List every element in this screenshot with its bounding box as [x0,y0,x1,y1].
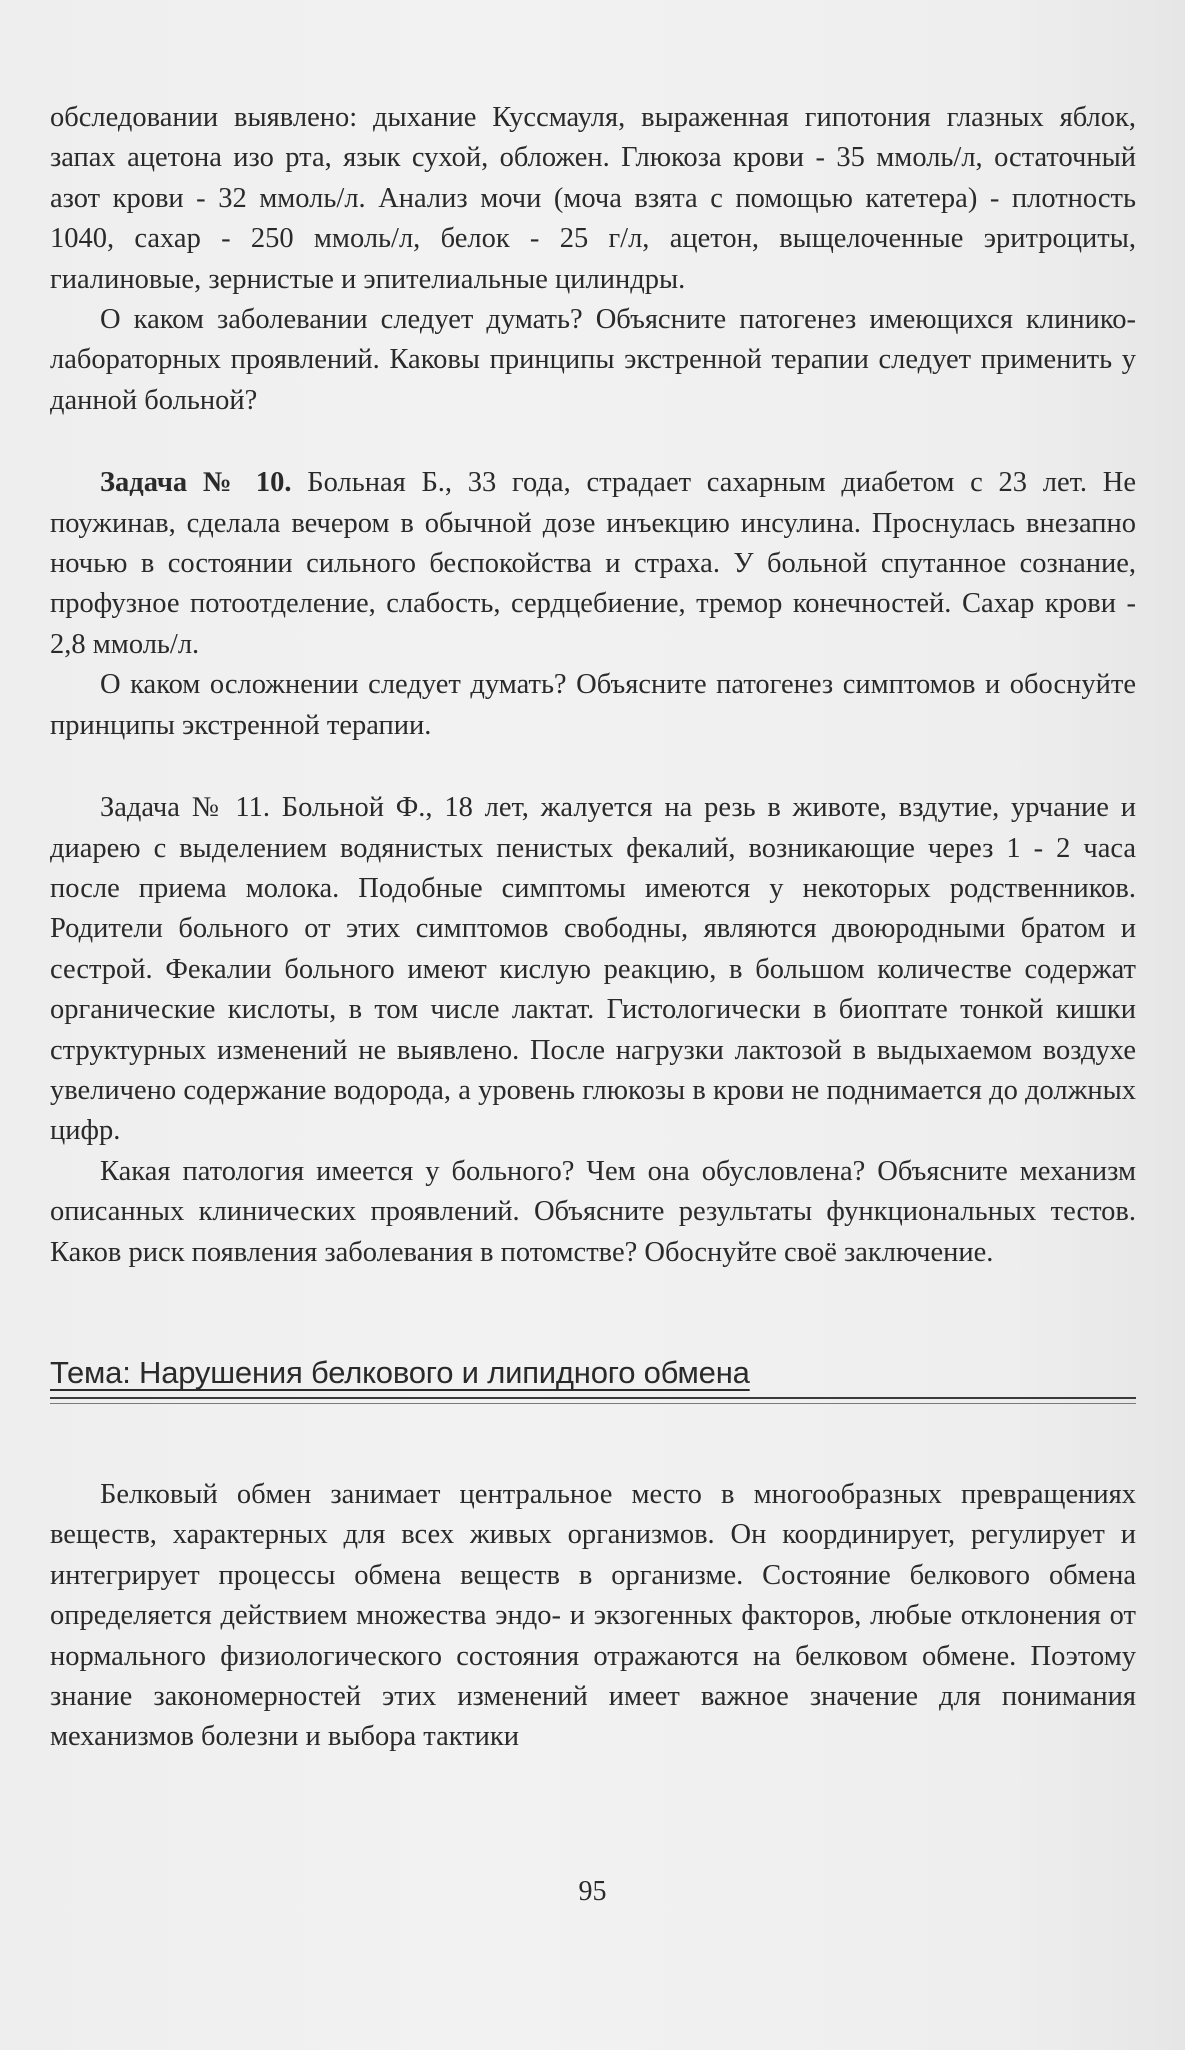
task-11-text: Больной Ф., 18 лет, жалуется на резь в животе, вздутие, урчание и диарею с выделением водянистых пенистых фекалий, возникающие через 1 - 2 часа после приема молока. Подобные симптомы имеются у некоторых родственников. Родители больного от этих симптомов свободны, являются двоюродными братом и сестрой. Фекалии больного имеют кислую реакцию, в большом количестве содержат органические кислоты, в том числе лактат. Гистологически в биоптате тонкой кишки структурных изменений не выявлено. После нагрузки лактозой в выдыхаемом воздухе увеличено содержание водорода, а уровень глюкозы в крови не поднимается до должных цифр. [50,792,1136,1147]
case9-questions: О каком заболевании следует думать? Объясните патогенез имеющихся клинико-лабораторных проявлений. Каковы принципы экстренной терапии следует применить у данной больной? [50,304,1136,416]
task-11-label: Задача № 11. [100,792,270,824]
page-number: 95 [578,1876,607,1907]
case9-continuation: обследовании выявлено: дыхание Куссмауля, выраженная гипотония глазных яблок, запах ацетона изо рта, язык сухой, обложен. Глюкоза крови - 35 ммоль/л, остаточный азот крови - 32 ммоль/л. Анализ мочи (моча взята с помощью катетера) - плотность 1040, сахар - 250 ммоль/л, белок - 25 г/л, ацетон, выщелоченные эритроциты, гиалиновые, зернистые и эпителиальные цилиндры. [50,102,1136,295]
task-11-questions: Какая патология имеется у больного? Чем она обусловлена? Объясните механизм описанных клинических проявлений. Объясните результаты функциональных тестов. Каков риск появления заболевания в потомстве? Обоснуйте своё заключение. [50,1155,1136,1268]
task-10-label: Задача № 10. [100,467,292,499]
task-10-text: Больная Б., 33 года, страдает сахарным диабетом с 23 лет. Не поужинав, сделала вечером в обычной дозе инъекцию инсулина. Проснулась внезапно ночью в состоянии сильного беспокойства и страха. У больной спутанное сознание, профузное потоотделение, слабость, сердцебиение, тремор конечностей. Сахар крови - 2,8 ммоль/л. [50,467,1137,660]
topic-rule-thin [50,1403,1136,1404]
task-11 [50,788,1136,1152]
topic-heading [50,1353,1136,1403]
page-content [50,98,1136,1758]
topic-rule [50,1397,1136,1399]
topic-intro: Белковый обмен занимает центральное место в многообразных превращениях веществ, характерных для всех живых организмов. Он координирует, регулирует и интегрирует процессы обмена веществ в организме. Состояние белкового обмена определяется действием множества эндо- и экзогенных факторов, любые отклонения от нормального физиологического состояния отражаются на белковом обмене. Поэтому знание закономерностей этих изменений имеет важное значение для понимания механизмов болезни и выбора тактики [50,1478,1136,1753]
task-10 [50,463,1136,665]
task-10-questions: О каком осложнении следует думать? Объясните патогенез симптомов и обоснуйте принципы экстренной терапии. [50,669,1136,741]
topic-title: Тема: Нарушения белкового и липидного обмена [50,1354,750,1390]
